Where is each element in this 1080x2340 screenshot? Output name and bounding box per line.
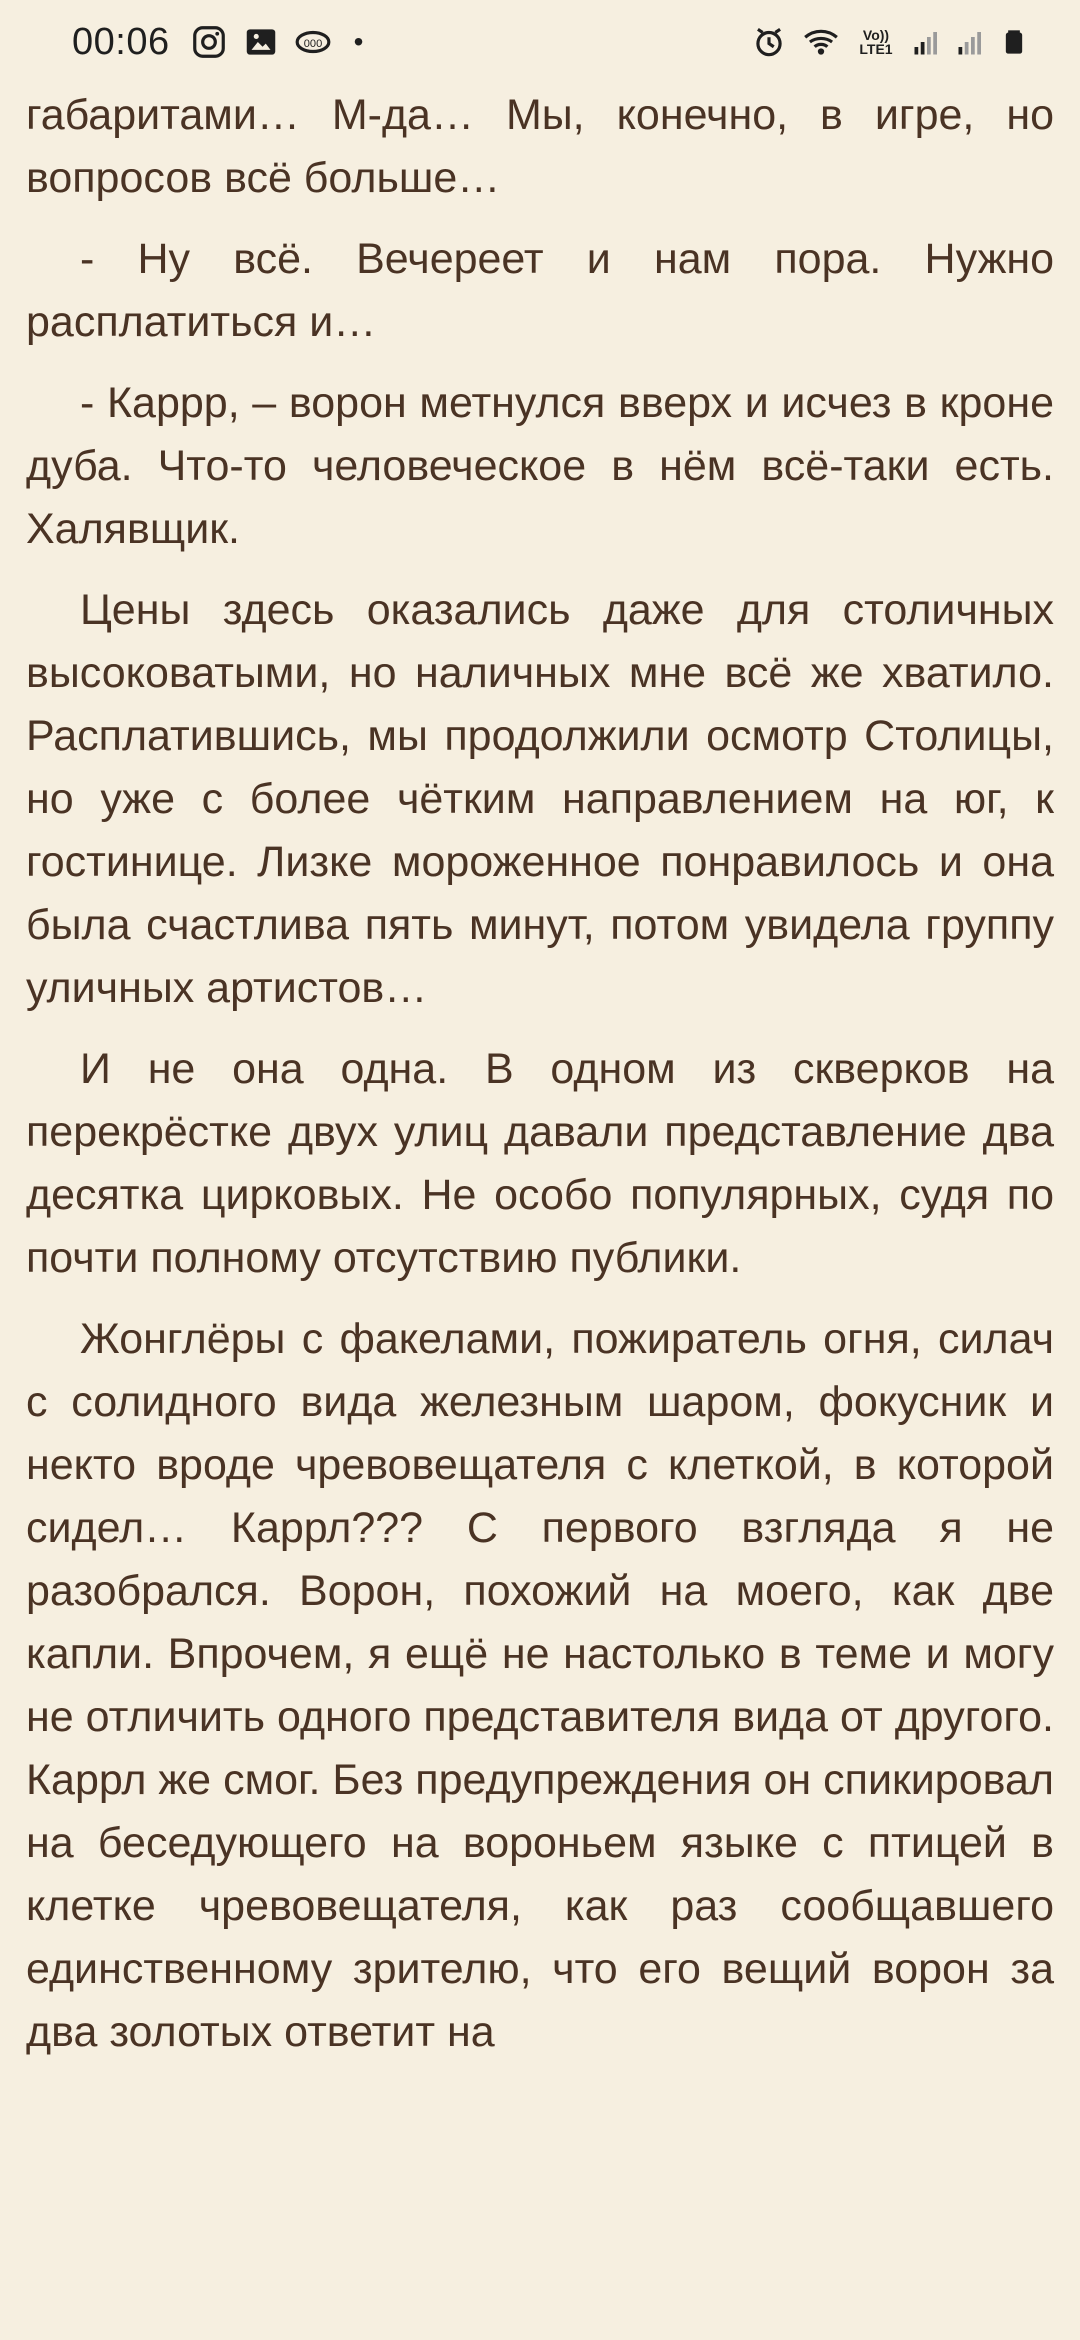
paragraph: И не она одна. В одном из скверков на перекрёстке двух улиц давали представление два десятка цирковых. Не особо популярных, судя по почти полному отсутствию публики. xyxy=(26,1045,1054,1282)
status-right-group xyxy=(750,20,1028,64)
notification-dot: • xyxy=(353,26,364,57)
wifi-icon xyxy=(802,23,840,61)
reader-page[interactable] xyxy=(0,84,1080,2064)
status-time: 00:06 xyxy=(72,20,170,63)
paragraph: Жонглёры с факелами, пожиратель огня, силач с солидного вида железным шаром, фокусник и некто вроде чревовещателя с клеткой, в которой сидел… Каррл??? С первого взгляда я не разобрался. Ворон, похожий на моего, как две капли. Впрочем, я ещё не настолько в теме и могу не отличить одного представителя вида от другого. Каррл же смог. Без предупреждения он спикировал на беседующего на вороньем языке с птицей в клетке чревовещателя, как раз сообщавшего единственному зрителю, что его вещий ворон за два золотых ответит на xyxy=(26,1315,1054,2056)
vk-icon xyxy=(294,23,332,61)
volte-label-bottom: LTE1 xyxy=(859,41,893,57)
alarm-icon xyxy=(750,23,788,61)
paragraph: - Ну всё. Вечереет и нам пора. Нужно расплатиться и… xyxy=(26,235,1054,346)
battery-icon xyxy=(1000,23,1028,61)
volte-label-top: Vo)) xyxy=(862,27,890,43)
paragraph: габаритами… М-да… Мы, конечно, в игре, но вопросов всё больше… xyxy=(26,91,1054,202)
paragraph: - Каррр, – ворон метнулся вверх и исчез в кроне дуба. Что-то человеческое в нём всё-таки есть. Халявщик. xyxy=(26,379,1054,553)
instagram-icon xyxy=(190,23,228,61)
signal-2-icon xyxy=(956,23,986,61)
volte-icon xyxy=(854,20,898,64)
status-bar xyxy=(0,0,1080,84)
paragraph: Цены здесь оказались даже для столичных высоковатыми, но наличных мне всё же хватило. Расплатившись, мы продолжили осмотр Столицы, но уже с более чётким направлением на юг, к гостинице. Лизке мороженное понравилось и она была счастлива пять минут, потом увидела группу уличных артистов… xyxy=(26,586,1054,1012)
svg-text:000: 000 xyxy=(303,37,322,50)
gallery-icon xyxy=(242,23,280,61)
status-left-group xyxy=(72,21,363,64)
signal-1-icon xyxy=(912,23,942,61)
